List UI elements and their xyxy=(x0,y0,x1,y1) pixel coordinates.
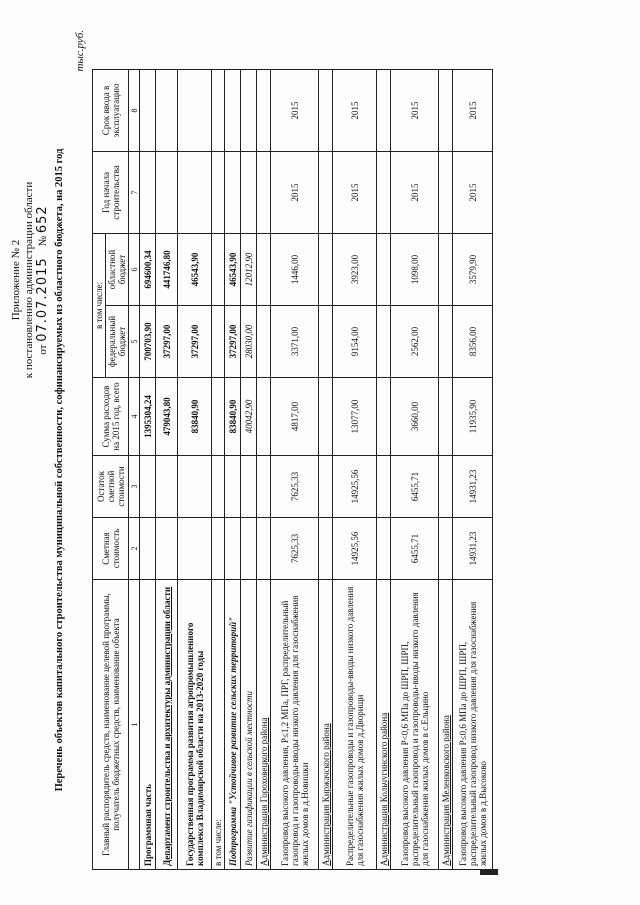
row-start-year: 2015 xyxy=(391,151,439,233)
row-remaining-cost xyxy=(178,456,212,518)
row-start-year: 2015 xyxy=(271,151,319,233)
row-total-2015: 11935,90 xyxy=(453,378,493,456)
row-name: Развитие газификации в сельской местности xyxy=(241,580,257,870)
row-estimated-cost xyxy=(212,518,225,580)
row-estimated-cost xyxy=(241,518,257,580)
row-start-year xyxy=(212,151,225,233)
row-commission-date xyxy=(319,69,333,151)
table-row xyxy=(453,69,493,869)
row-name: Распределительные газопроводы и газопроводы-вводы низкого давления для газоснабжения жилых домов д.Дворищи xyxy=(333,580,377,870)
header-estimated-cost: Сметная стоимость xyxy=(93,518,129,580)
row-federal-budget xyxy=(212,306,225,378)
row-remaining-cost: 7625,33 xyxy=(271,456,319,518)
row-regional-budget: 3579,90 xyxy=(453,233,493,305)
column-number: 4 xyxy=(129,378,140,456)
row-start-year xyxy=(319,151,333,233)
row-regional-budget xyxy=(377,233,391,305)
row-start-year xyxy=(225,151,241,233)
appendix-label: Приложение № 2 xyxy=(10,239,22,321)
scan-edge-mark xyxy=(480,869,498,875)
row-federal-budget: 8356,00 xyxy=(453,306,493,378)
document-title: Перечень объектов капитального строительства муниципальной собственности, софинансируемых из областного бюджета, на 2015 год xyxy=(54,148,65,792)
row-start-year xyxy=(257,151,271,233)
row-regional-budget xyxy=(212,233,225,305)
table-row xyxy=(319,69,333,869)
order-date: 07.07.2015 xyxy=(35,257,50,342)
table-row xyxy=(178,69,212,869)
table-row xyxy=(257,69,271,869)
date-prefix: от xyxy=(37,344,49,355)
row-start-year xyxy=(156,151,178,233)
row-estimated-cost xyxy=(156,518,178,580)
row-federal-budget: 28030,00 xyxy=(241,306,257,378)
row-start-year xyxy=(377,151,391,233)
row-name: Администрация Гороховецкого района xyxy=(257,580,271,870)
header-regional-budget: областной бюджет xyxy=(106,233,129,305)
row-commission-date xyxy=(140,69,156,151)
row-start-year: 2015 xyxy=(333,151,377,233)
header-row-1 xyxy=(93,69,106,869)
row-remaining-cost xyxy=(156,456,178,518)
row-remaining-cost xyxy=(377,456,391,518)
row-estimated-cost xyxy=(225,518,241,580)
capital-construction-table xyxy=(92,69,493,870)
table-row xyxy=(439,69,453,869)
appendix-header xyxy=(10,60,50,500)
row-remaining-cost xyxy=(225,456,241,518)
row-name: Государственная программа развития агропромышленного комплекса Владимирской области на 2013-2020 годы xyxy=(178,580,212,870)
row-federal-budget xyxy=(257,306,271,378)
units-label: тыс.руб. xyxy=(74,30,86,72)
header-federal-budget: федеральный бюджет xyxy=(106,306,129,378)
column-number: 8 xyxy=(129,69,140,151)
row-total-2015: 3660,00 xyxy=(391,378,439,456)
row-regional-budget xyxy=(439,233,453,305)
table-row xyxy=(377,69,391,869)
row-federal-budget: 37297,00 xyxy=(178,306,212,378)
appendix-resolution-ref: к постановлению администрации области xyxy=(23,181,35,379)
row-remaining-cost xyxy=(257,456,271,518)
column-number: 1 xyxy=(129,580,140,870)
row-commission-date: 2015 xyxy=(391,69,439,151)
row-total-2015: 13077,00 xyxy=(333,378,377,456)
row-commission-date: 2015 xyxy=(271,69,319,151)
row-federal-budget: 37297,00 xyxy=(225,306,241,378)
order-number: 652 xyxy=(35,205,50,234)
row-total-2015: 479043,80 xyxy=(156,378,178,456)
column-number: 2 xyxy=(129,518,140,580)
column-number: 5 xyxy=(129,306,140,378)
row-regional-budget xyxy=(257,233,271,305)
table-body xyxy=(140,69,493,869)
header-remaining-cost: Остаток сметной стоимости xyxy=(93,456,129,518)
row-remaining-cost: 6455,71 xyxy=(391,456,439,518)
row-federal-budget: 9154,00 xyxy=(333,306,377,378)
row-regional-budget xyxy=(319,233,333,305)
table-row xyxy=(225,69,241,869)
row-regional-budget: 1098,00 xyxy=(391,233,439,305)
table-row xyxy=(140,69,156,869)
row-federal-budget xyxy=(377,306,391,378)
row-estimated-cost: 14925,56 xyxy=(333,518,377,580)
row-commission-date xyxy=(212,69,225,151)
row-estimated-cost xyxy=(439,518,453,580)
row-total-2015: 83840,90 xyxy=(225,378,241,456)
row-estimated-cost xyxy=(377,518,391,580)
row-estimated-cost xyxy=(140,518,156,580)
row-start-year xyxy=(439,151,453,233)
header-commission-date: Срок ввода в эксплуатацию xyxy=(93,69,129,151)
row-commission-date xyxy=(241,69,257,151)
row-commission-date xyxy=(156,69,178,151)
row-name: Администрация Меленковского района xyxy=(439,580,453,870)
column-number: 6 xyxy=(129,233,140,305)
row-estimated-cost xyxy=(178,518,212,580)
row-total-2015: 40042,90 xyxy=(241,378,257,456)
row-regional-budget: 694600,34 xyxy=(140,233,156,305)
row-name: в том числе: xyxy=(212,580,225,870)
table-row xyxy=(212,69,225,869)
row-federal-budget xyxy=(439,306,453,378)
row-name: Газопровод высокого давления, P≤1,2 МПа, ПРГ, распределительный газопровод и газопроводы-вводы низкого давления для газоснабжения жилых домов в д.Новишки xyxy=(271,580,319,870)
row-total-2015 xyxy=(377,378,391,456)
row-name: Программная часть xyxy=(140,580,156,870)
row-regional-budget: 1446,00 xyxy=(271,233,319,305)
row-federal-budget: 700703,90 xyxy=(140,306,156,378)
header-total-2015: Сумма расходов на 2015 год, всего xyxy=(93,378,129,456)
column-number-row xyxy=(129,69,140,869)
row-name: Администрация Кольчугинского района xyxy=(377,580,391,870)
row-commission-date: 2015 xyxy=(453,69,493,151)
row-federal-budget: 37297,00 xyxy=(156,306,178,378)
row-remaining-cost xyxy=(212,456,225,518)
row-commission-date xyxy=(377,69,391,151)
column-number: 3 xyxy=(129,456,140,518)
row-remaining-cost xyxy=(140,456,156,518)
row-commission-date xyxy=(178,69,212,151)
row-estimated-cost: 14931,23 xyxy=(453,518,493,580)
row-remaining-cost xyxy=(319,456,333,518)
row-estimated-cost: 7625,33 xyxy=(271,518,319,580)
table-row xyxy=(271,69,319,869)
row-federal-budget xyxy=(319,306,333,378)
row-federal-budget: 3371,00 xyxy=(271,306,319,378)
row-start-year: 2015 xyxy=(453,151,493,233)
row-regional-budget: 46543,90 xyxy=(178,233,212,305)
row-remaining-cost: 14931,23 xyxy=(453,456,493,518)
table-row xyxy=(333,69,377,869)
table-row xyxy=(156,69,178,869)
row-remaining-cost: 14925,56 xyxy=(333,456,377,518)
table-row xyxy=(391,69,439,869)
row-name: Департамент строительства и архитектуры администрации области xyxy=(156,580,178,870)
row-total-2015: 1395304,24 xyxy=(140,378,156,456)
row-estimated-cost xyxy=(319,518,333,580)
header-name: Главный распорядитель средств, наименование целевой программы, получатель бюджетных средств, наименование объекта xyxy=(93,580,129,870)
row-name: Газопровод высокого давления P≤0,6 МПа до ШРП, ШРП, распределительный газопровод низкого давления для газоснабжения жилых домов в д.Высоково xyxy=(453,580,493,870)
row-commission-date xyxy=(225,69,241,151)
row-regional-budget: 46543,90 xyxy=(225,233,241,305)
header-start-year: Год начала строительства xyxy=(93,151,129,233)
row-start-year xyxy=(140,151,156,233)
row-start-year xyxy=(178,151,212,233)
header-including: в том числе: xyxy=(93,233,106,377)
row-total-2015 xyxy=(439,378,453,456)
row-total-2015 xyxy=(257,378,271,456)
row-total-2015 xyxy=(212,378,225,456)
row-regional-budget: 441746,80 xyxy=(156,233,178,305)
table-row xyxy=(241,69,257,869)
row-regional-budget: 12012,90 xyxy=(241,233,257,305)
row-start-year xyxy=(241,151,257,233)
row-federal-budget: 2562,00 xyxy=(391,306,439,378)
row-total-2015: 83840,90 xyxy=(178,378,212,456)
row-name: Подпрограмма "Устойчивое развитие сельских территорий" xyxy=(225,580,241,870)
appendix-date-line xyxy=(36,60,50,500)
row-name: Газопровод высокого давления P<0,6 МПа до ШРП, ШРП, распределительный газопровод и газопроводы-вводы низкого давления для газоснабжения жилых домов в с.Ельцино xyxy=(391,580,439,870)
row-remaining-cost xyxy=(241,456,257,518)
row-remaining-cost xyxy=(439,456,453,518)
column-number: 7 xyxy=(129,151,140,233)
row-commission-date xyxy=(439,69,453,151)
row-commission-date: 2015 xyxy=(333,69,377,151)
row-total-2015: 4817,00 xyxy=(271,378,319,456)
row-total-2015 xyxy=(319,378,333,456)
number-prefix: № xyxy=(37,235,49,247)
row-estimated-cost: 6455,71 xyxy=(391,518,439,580)
row-commission-date xyxy=(257,69,271,151)
rotated-document-page xyxy=(0,20,600,880)
row-name: Администрация Киржачского района xyxy=(319,580,333,870)
row-estimated-cost xyxy=(257,518,271,580)
row-regional-budget: 3923,00 xyxy=(333,233,377,305)
